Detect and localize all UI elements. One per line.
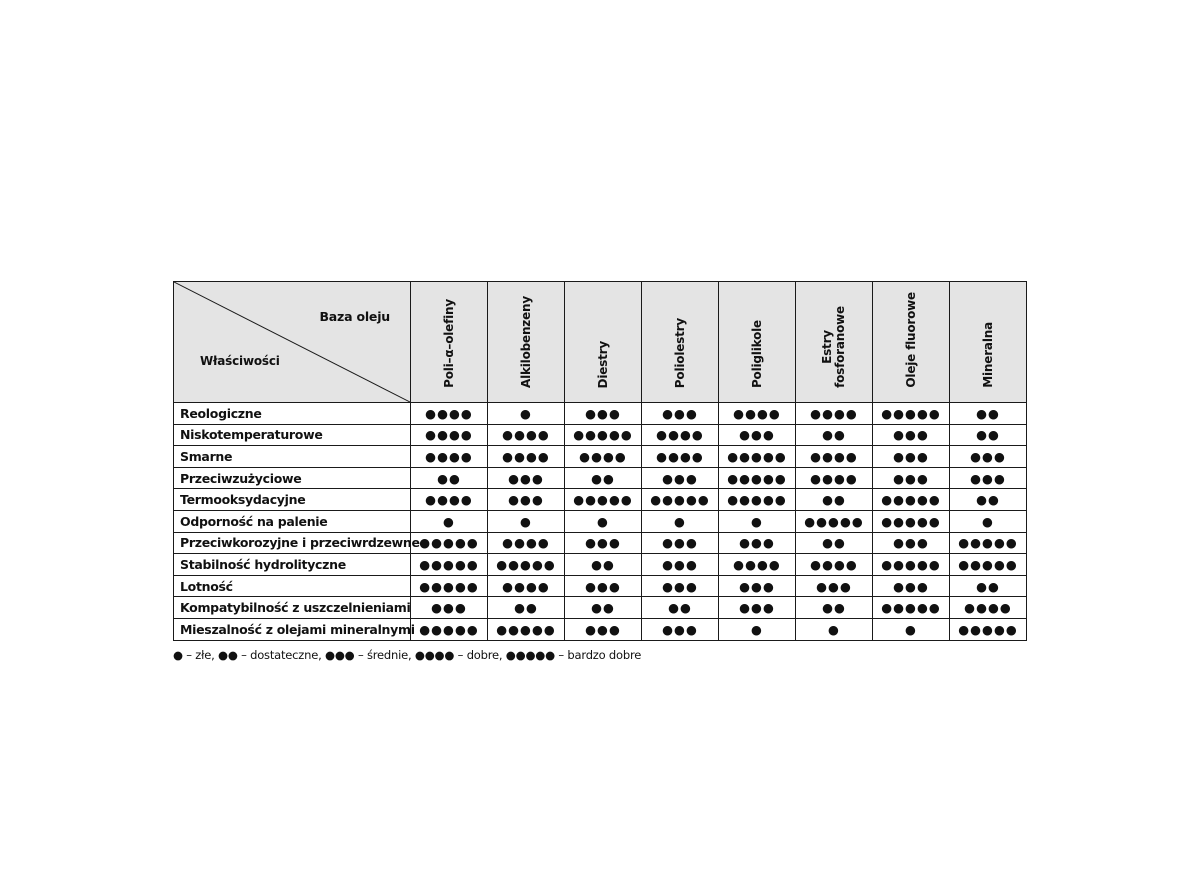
table-row [174, 424, 1027, 446]
rating-cell: ●●● [873, 575, 950, 597]
rating-cell: ● [642, 510, 719, 532]
column-header-line: Alkilobenzeny [518, 295, 533, 388]
rating-cell: ●●●●● [411, 575, 488, 597]
rating-cell: ●● [950, 424, 1027, 446]
column-header-6 [873, 282, 950, 403]
column-header-line: Poli–α–olefiny [441, 299, 456, 388]
column-header-line: Mineralna [980, 322, 995, 388]
rating-cell: ●●●●● [950, 532, 1027, 554]
rating-cell: ●●●●● [950, 618, 1027, 640]
rating-cell: ●● [488, 597, 565, 619]
rating-cell: ●●● [873, 467, 950, 489]
rating-cell: ●●●●● [411, 618, 488, 640]
column-header-line: Oleje fluorowe [903, 292, 918, 388]
rating-cell: ●●● [488, 467, 565, 489]
rating-cell: ●●●● [796, 554, 873, 576]
column-header-label [443, 299, 456, 388]
rating-cell: ●●●●● [950, 554, 1027, 576]
rating-cell: ●●●● [719, 554, 796, 576]
rating-cell: ●● [950, 575, 1027, 597]
column-header-label [520, 296, 533, 388]
header-row [174, 282, 1027, 403]
rating-cell: ●●●● [796, 446, 873, 468]
rating-cell: ●●●● [565, 446, 642, 468]
table-row [174, 403, 1027, 425]
rating-cell: ●●● [796, 575, 873, 597]
rating-cell: ●●● [565, 618, 642, 640]
column-header-line: Diestry [595, 340, 610, 388]
table-row [174, 532, 1027, 554]
rating-cell: ●●● [873, 532, 950, 554]
rating-cell: ●●●●● [719, 446, 796, 468]
property-name-cell: Lotność [174, 575, 411, 597]
column-header-3 [642, 282, 719, 403]
rating-cell: ●●●● [642, 424, 719, 446]
rating-cell: ●●● [642, 403, 719, 425]
column-header-0 [411, 282, 488, 403]
table-row [174, 575, 1027, 597]
rating-cell: ●● [950, 489, 1027, 511]
property-name-cell: Stabilność hydrolityczne [174, 554, 411, 576]
rating-cell: ●●●●● [719, 467, 796, 489]
rating-cell: ● [488, 510, 565, 532]
rating-cell: ● [488, 403, 565, 425]
rating-cell: ●●●●● [488, 618, 565, 640]
rating-cell: ●●●●● [873, 554, 950, 576]
rating-cell: ● [873, 618, 950, 640]
rating-cell: ●●●●● [488, 554, 565, 576]
rating-cell: ●●●● [411, 403, 488, 425]
rating-cell: ●●● [565, 403, 642, 425]
rating-cell: ●●● [719, 532, 796, 554]
rating-cell: ●●●● [719, 403, 796, 425]
property-name-cell: Przeciwkorozyjne i przeciwrdzewne [174, 532, 411, 554]
rating-cell: ●● [642, 597, 719, 619]
rating-cell: ●●●● [411, 446, 488, 468]
rating-cell: ●●● [565, 532, 642, 554]
rating-cell: ●● [565, 597, 642, 619]
property-name-cell: Mieszalność z olejami mineralnymi [174, 618, 411, 640]
rating-cell: ●●● [719, 424, 796, 446]
rating-legend: ● – złe, ●● – dostateczne, ●●● – średnie, ●●●● – dobre, ●●●●● – bardzo dobre [173, 648, 642, 662]
table-row [174, 446, 1027, 468]
rating-cell: ●●● [411, 597, 488, 619]
properties-table-container [173, 281, 1025, 641]
rating-cell: ●●●●● [873, 489, 950, 511]
rating-cell: ● [411, 510, 488, 532]
property-name-cell: Smarne [174, 446, 411, 468]
rating-cell: ●●● [950, 467, 1027, 489]
rating-cell: ●● [411, 467, 488, 489]
rating-cell: ●●●●● [719, 489, 796, 511]
rating-cell: ●●●●● [642, 489, 719, 511]
rating-cell: ● [565, 510, 642, 532]
rating-cell: ●●● [642, 467, 719, 489]
column-header-7 [950, 282, 1027, 403]
column-axis-label: Baza oleju [319, 309, 390, 324]
table-row [174, 510, 1027, 532]
column-header-line: fosforanowe [833, 306, 847, 388]
column-header-line: Poliglikole [749, 319, 764, 388]
rating-cell: ●●●● [488, 532, 565, 554]
rating-cell: ●●●● [642, 446, 719, 468]
property-name-cell: Reologiczne [174, 403, 411, 425]
table-row [174, 489, 1027, 511]
rating-cell: ●●●●● [873, 597, 950, 619]
column-header-label [674, 318, 687, 388]
column-header-line: Poliolestry [672, 317, 687, 388]
column-header-label [905, 292, 918, 388]
rating-cell: ●●●●● [565, 489, 642, 511]
rating-cell: ●●● [642, 532, 719, 554]
rating-cell: ●●●● [488, 446, 565, 468]
rating-cell: ●●● [719, 597, 796, 619]
rating-cell: ●●● [642, 618, 719, 640]
column-header-5 [796, 282, 873, 403]
column-header-4 [719, 282, 796, 403]
column-header-label [751, 320, 764, 388]
diagonal-divider [174, 282, 410, 402]
table-row [174, 467, 1027, 489]
property-name-cell: Termooksydacyjne [174, 489, 411, 511]
rating-cell: ●●●●● [565, 424, 642, 446]
table-row [174, 554, 1027, 576]
rating-cell: ●● [950, 403, 1027, 425]
rating-cell: ●●●●● [796, 510, 873, 532]
table-row [174, 618, 1027, 640]
column-header-line: Estry [820, 330, 834, 364]
rating-cell: ●● [796, 597, 873, 619]
rating-cell: ●● [796, 424, 873, 446]
column-header-2 [565, 282, 642, 403]
property-name-cell: Przeciwzużyciowe [174, 467, 411, 489]
column-header-label [821, 306, 847, 388]
rating-cell: ●●●● [488, 424, 565, 446]
corner-header-cell [174, 282, 411, 403]
rating-cell: ● [950, 510, 1027, 532]
rating-cell: ●● [565, 554, 642, 576]
column-header-label [982, 322, 995, 388]
property-name-cell: Odporność na palenie [174, 510, 411, 532]
rating-cell: ●●●● [411, 424, 488, 446]
rating-cell: ●●●●● [873, 510, 950, 532]
rating-cell: ●●● [565, 575, 642, 597]
property-name-cell: Kompatybilność z uszczelnieniami [174, 597, 411, 619]
column-header-1 [488, 282, 565, 403]
rating-cell: ●●● [950, 446, 1027, 468]
rating-cell: ●● [796, 532, 873, 554]
rating-cell: ●● [565, 467, 642, 489]
rating-cell: ● [796, 618, 873, 640]
rating-cell: ●●● [873, 446, 950, 468]
table-body [174, 403, 1027, 641]
rating-cell: ●●●●● [873, 403, 950, 425]
rating-cell: ● [719, 510, 796, 532]
oil-properties-table [173, 281, 1027, 641]
rating-cell: ● [719, 618, 796, 640]
row-axis-label: Właściwości [200, 354, 280, 368]
rating-cell: ●●● [719, 575, 796, 597]
rating-cell: ●●● [642, 575, 719, 597]
rating-cell: ●●●● [411, 489, 488, 511]
rating-cell: ●●●●● [411, 554, 488, 576]
rating-cell: ●●●●● [411, 532, 488, 554]
rating-cell: ●●● [642, 554, 719, 576]
rating-cell: ●●● [873, 424, 950, 446]
rating-cell: ●●● [488, 489, 565, 511]
table-row [174, 597, 1027, 619]
rating-cell: ●●●● [796, 403, 873, 425]
rating-cell: ●●●● [488, 575, 565, 597]
rating-cell: ●● [796, 489, 873, 511]
rating-cell: ●●●● [796, 467, 873, 489]
column-header-label [597, 341, 610, 388]
property-name-cell: Niskotemperaturowe [174, 424, 411, 446]
rating-cell: ●●●● [950, 597, 1027, 619]
